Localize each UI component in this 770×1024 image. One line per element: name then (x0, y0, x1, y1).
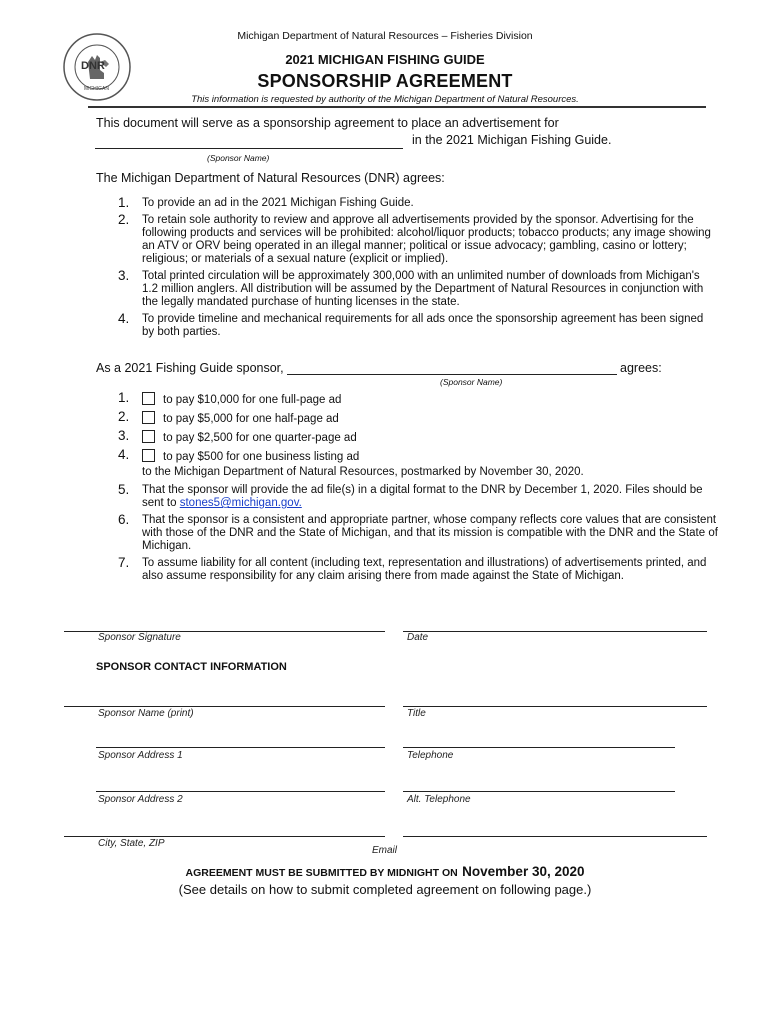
agrees-text: agrees: (620, 361, 662, 375)
doc-title: SPONSORSHIP AGREEMENT (257, 71, 513, 91)
item-text: Total printed circulation will be approximately 300,000 with an unlimited number of downloads from Michigan's 1.2 million anglers. All distribution will be assumed by the Department of Natural Resources in conjunction with the legally mandated purchase of hunting licenses in the state. (142, 270, 704, 308)
guide-title: 2021 MICHIGAN FISHING GUIDE (285, 52, 485, 67)
item-number: 3. (118, 428, 130, 443)
sponsor-list (118, 392, 718, 597)
seal-center-text: DNR (81, 60, 105, 72)
option-text: to pay $500 for one business listing ad (163, 451, 360, 463)
item-number: 6. (118, 512, 130, 527)
header-rule (88, 106, 706, 108)
deadline-date: November 30, 2020 (462, 864, 585, 879)
date-line[interactable] (403, 631, 707, 632)
option-text: to pay $10,000 for one full-page ad (163, 394, 342, 406)
list-item (118, 197, 718, 214)
email-label: Email (372, 845, 398, 856)
alt-telephone-label: Alt. Telephone (407, 794, 471, 805)
name-print-line[interactable] (64, 706, 385, 707)
list-item (118, 514, 718, 557)
agency-line: Michigan Department of Natural Resources – Fisheries Division (237, 30, 533, 42)
city-line[interactable] (64, 836, 385, 837)
postmark-text: to the Michigan Department of Natural Resources, postmarked by November 30, 2020. (142, 466, 584, 478)
list-item (118, 484, 718, 514)
intro-line-2: in the 2021 Michigan Fishing Guide. (412, 133, 612, 147)
item-text: To provide an ad in the 2021 Michigan Fishing Guide. (142, 197, 414, 209)
item-number: 1. (118, 390, 130, 405)
date-label: Date (407, 632, 429, 643)
option-item (118, 392, 718, 411)
item-text: That the sponsor will provide the ad file(s) in a digital format to the DNR by December 1, 2020. Files should be sent to (142, 484, 703, 509)
item-number: 2. (118, 409, 130, 424)
option-checkbox[interactable] (142, 392, 155, 405)
option-item (118, 411, 718, 430)
sponsor-name-line[interactable] (95, 148, 403, 149)
title-line[interactable] (403, 706, 707, 707)
deadline-line (0, 863, 770, 881)
option-checkbox[interactable] (142, 449, 155, 462)
city-label: City, State, ZIP (98, 838, 165, 849)
address1-line[interactable] (96, 747, 385, 748)
item-text: That the sponsor is a consistent and appropriate partner, whose company reflects core values that are consistent with those of the DNR and the State of Michigan, and that its mission is compatible with the DNR and the State of Michigan. (142, 514, 718, 552)
item-number: 4. (118, 311, 130, 326)
item-text: To assume liability for all content (including text, representation and illustrations) of advertisements printed, and also assume responsibility for any claim arising there from made against the State of Michigan. (142, 557, 707, 582)
name-print-label: Sponsor Name (print) (98, 708, 194, 719)
option-text: to pay $5,000 for one half-page ad (163, 413, 339, 425)
item-number: 1. (118, 195, 130, 210)
item-number: 7. (118, 555, 130, 570)
address2-line[interactable] (96, 791, 385, 792)
option-item (118, 449, 718, 466)
dnr-list (118, 197, 718, 341)
signature-label: Sponsor Signature (98, 632, 181, 643)
intro-line-1: This document will serve as a sponsorship agreement to place an advertisement for (96, 116, 559, 130)
alt-telephone-line[interactable] (403, 791, 675, 792)
dnr-heading: The Michigan Department of Natural Resources (DNR) agrees: (96, 171, 445, 185)
deadline-lead: AGREEMENT MUST BE SUBMITTED BY MIDNIGHT ON (185, 867, 458, 879)
item-number: 2. (118, 212, 130, 227)
address1-label: Sponsor Address 1 (98, 750, 183, 761)
sponsor-lead: As a 2021 Fishing Guide sponsor, (96, 361, 284, 375)
option-checkbox[interactable] (142, 430, 155, 443)
authority-note: This information is requested by authority of the Michigan Department of Natural Resources. (191, 94, 579, 105)
option-item (118, 430, 718, 449)
telephone-line[interactable] (403, 747, 675, 748)
email-line[interactable] (403, 836, 707, 837)
list-item (118, 313, 718, 341)
item-number: 4. (118, 447, 130, 462)
seal-bottom-text: MICHIGAN (84, 86, 109, 92)
list-item (118, 557, 718, 597)
item-text: To retain sole authority to review and approve all advertisements provided by the sponsor. Advertising for the following products and services will be prohibited: alcohol/liquor products; tobacco products; any image showing an ATV or ORV being operated in an illegal manner; political or issue advocacy; gambling, casino or lottery; religious; or materials of a sexual nature (explicit or implied). (142, 214, 711, 265)
contact-heading: SPONSOR CONTACT INFORMATION (96, 661, 287, 673)
sponsor-name-label-2: (Sponsor Name) (440, 377, 503, 387)
item-text: To provide timeline and mechanical requirements for all ads once the sponsorship agreement has been signed by both parties. (142, 313, 704, 338)
email-link[interactable]: stones5@michigan.gov. (179, 497, 302, 509)
list-item (118, 270, 718, 313)
details-note: (See details on how to submit completed agreement on following page.) (178, 882, 592, 897)
sponsor-name-line-2[interactable] (287, 374, 617, 375)
sponsor-name-label: (Sponsor Name) (207, 153, 270, 163)
option-checkbox[interactable] (142, 411, 155, 424)
address2-label: Sponsor Address 2 (98, 794, 183, 805)
item-number: 5. (118, 482, 130, 497)
item-number: 3. (118, 268, 130, 283)
telephone-label: Telephone (407, 750, 454, 761)
title-label: Title (407, 708, 426, 719)
option-text: to pay $2,500 for one quarter-page ad (163, 432, 357, 444)
list-item (118, 214, 718, 270)
postmark-line (118, 466, 718, 484)
